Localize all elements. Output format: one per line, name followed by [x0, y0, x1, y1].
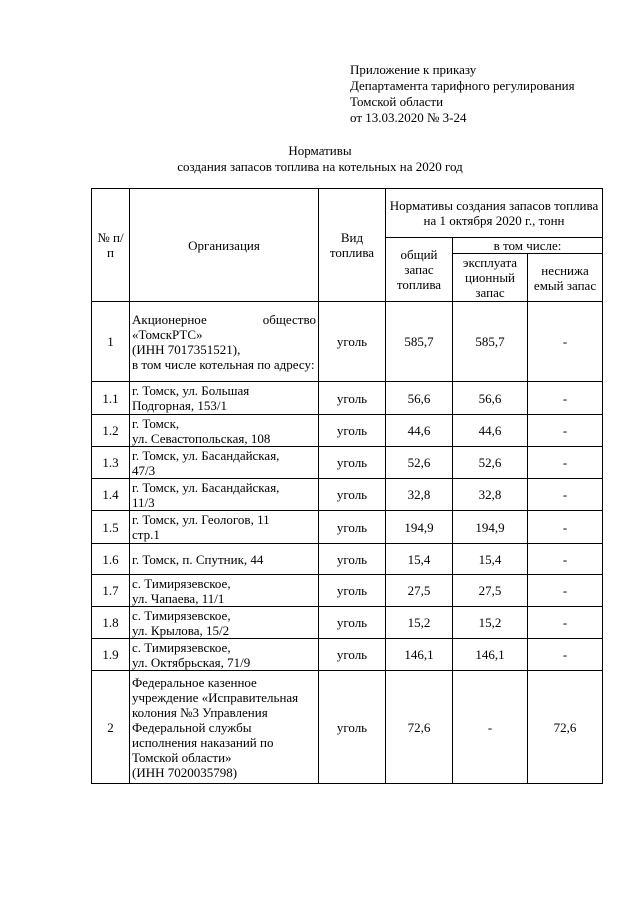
cell-reserve: - — [528, 382, 603, 415]
organization-line: г. Томск, — [132, 415, 180, 431]
cell-operational: 15,4 — [453, 544, 528, 575]
organization-line: исполнения наказаний по — [132, 734, 274, 750]
cell-reserve: - — [528, 415, 603, 447]
table-row — [92, 544, 603, 575]
organization-line: г. Томск, ул. Геологов, 11 — [132, 512, 270, 527]
header-norms: Нормативы создания запасов топлива на 1 октября 2020 г., тонн — [386, 189, 603, 238]
cell-reserve: 72,6 — [528, 671, 603, 784]
cell-total: 15,2 — [386, 607, 453, 639]
cell-organization — [130, 302, 319, 382]
table-row — [92, 479, 603, 511]
cell-organization — [130, 607, 319, 639]
cell-fuel: уголь — [319, 302, 386, 382]
cell-organization — [130, 382, 319, 415]
cell-operational: 27,5 — [453, 575, 528, 607]
cell-operational: 585,7 — [453, 302, 528, 382]
cell-num: 1.1 — [92, 382, 130, 415]
organization-line: г. Томск, ул. Большая — [132, 383, 250, 398]
organization-line: (ИНН 7017351521), — [132, 341, 241, 357]
organization-line: Федеральное казенное — [132, 674, 257, 690]
cell-total: 44,6 — [386, 415, 453, 447]
organization-line: ул. Крылова, 15/2 — [132, 622, 230, 638]
cell-num: 1.4 — [92, 479, 130, 511]
cell-organization — [130, 575, 319, 607]
cell-total: 585,7 — [386, 302, 453, 382]
cell-reserve: - — [528, 607, 603, 639]
cell-num: 1.2 — [92, 415, 130, 447]
cell-operational: - — [453, 671, 528, 784]
organization-line: 47/3 — [132, 462, 156, 478]
table-row — [92, 511, 603, 544]
table-row — [92, 447, 603, 479]
organization-line: учреждение «Исправительная — [132, 689, 299, 705]
table-row — [92, 415, 603, 447]
annex-line: Томской области — [350, 94, 444, 109]
organization-line: с. Тимирязевское, — [132, 639, 231, 655]
document-title — [0, 143, 640, 175]
cell-num: 1.7 — [92, 575, 130, 607]
cell-total: 32,8 — [386, 479, 453, 511]
header-org: Организация — [130, 189, 319, 302]
table-body — [92, 302, 603, 784]
cell-num: 1.9 — [92, 639, 130, 671]
cell-total: 194,9 — [386, 511, 453, 544]
annex-block — [350, 62, 575, 126]
cell-num: 1.5 — [92, 511, 130, 544]
organization-line: (ИНН 7020035798) — [132, 764, 238, 780]
cell-num: 1 — [92, 302, 130, 382]
cell-total: 146,1 — [386, 639, 453, 671]
cell-operational: 194,9 — [453, 511, 528, 544]
header-reserve: неснижа емый запас — [528, 254, 603, 302]
cell-num: 1.6 — [92, 544, 130, 575]
cell-reserve: - — [528, 479, 603, 511]
cell-operational: 15,2 — [453, 607, 528, 639]
cell-organization — [130, 544, 319, 575]
cell-reserve: - — [528, 544, 603, 575]
cell-fuel: уголь — [319, 511, 386, 544]
title-line-1: Нормативы — [288, 143, 352, 158]
header-including: в том числе: — [453, 238, 603, 254]
organization-line: г. Томск, ул. Басандайская, — [132, 447, 280, 463]
organization-line: с. Тимирязевское, — [132, 607, 231, 623]
cell-num: 1.8 — [92, 607, 130, 639]
title-line-2: создания запасов топлива на котельных на 2020 год — [177, 159, 463, 174]
cell-operational: 56,6 — [453, 382, 528, 415]
cell-num: 1.3 — [92, 447, 130, 479]
annex-line: Департамента тарифного регулирования — [350, 78, 575, 93]
header-total: общий запас топлива — [386, 238, 453, 302]
organization-line: Федеральной службы — [132, 719, 252, 735]
table-row — [92, 607, 603, 639]
cell-organization — [130, 415, 319, 447]
organization-line: колония №3 Управления — [132, 704, 268, 720]
organization-line: в том числе котельная по адресу: — [132, 356, 315, 372]
table-row — [92, 639, 603, 671]
organization-line: ул. Севастопольская, 108 — [132, 430, 271, 446]
cell-operational: 32,8 — [453, 479, 528, 511]
organization-line: Томской области» — [132, 749, 232, 765]
cell-fuel: уголь — [319, 607, 386, 639]
cell-total: 72,6 — [386, 671, 453, 784]
cell-fuel: уголь — [319, 415, 386, 447]
cell-reserve: - — [528, 639, 603, 671]
annex-line: Приложение к приказу — [350, 62, 477, 77]
cell-fuel: уголь — [319, 544, 386, 575]
organization-line: Акционерное общество «ТомскРТС» — [132, 311, 316, 342]
organization-line: ул. Чапаева, 11/1 — [132, 590, 225, 606]
cell-fuel: уголь — [319, 639, 386, 671]
organization-line: Подгорная, 153/1 — [132, 398, 227, 413]
cell-reserve: - — [528, 302, 603, 382]
cell-organization — [130, 639, 319, 671]
cell-total: 52,6 — [386, 447, 453, 479]
cell-reserve: - — [528, 575, 603, 607]
cell-fuel: уголь — [319, 479, 386, 511]
header-num: № п/п — [92, 189, 130, 302]
cell-total: 15,4 — [386, 544, 453, 575]
cell-reserve: - — [528, 447, 603, 479]
cell-fuel: уголь — [319, 447, 386, 479]
cell-fuel: уголь — [319, 382, 386, 415]
annex-line: от 13.03.2020 № 3-24 — [350, 110, 467, 125]
cell-total: 56,6 — [386, 382, 453, 415]
cell-fuel: уголь — [319, 575, 386, 607]
cell-total: 27,5 — [386, 575, 453, 607]
cell-operational: 44,6 — [453, 415, 528, 447]
table-row — [92, 302, 603, 382]
cell-organization — [130, 671, 319, 784]
organization-line: ул. Октябрьская, 71/9 — [132, 654, 251, 670]
cell-organization — [130, 447, 319, 479]
organization-line: 11/3 — [132, 494, 155, 510]
organization-line: г. Томск, ул. Басандайская, — [132, 479, 280, 495]
table-row — [92, 671, 603, 784]
cell-operational: 52,6 — [453, 447, 528, 479]
cell-organization — [130, 479, 319, 511]
header-operational: эксплуата ционный запас — [453, 254, 528, 302]
organization-line: стр.1 — [132, 527, 160, 542]
cell-num: 2 — [92, 671, 130, 784]
table-row — [92, 382, 603, 415]
norms-table — [91, 188, 603, 784]
table-row — [92, 575, 603, 607]
cell-fuel: уголь — [319, 671, 386, 784]
cell-reserve: - — [528, 511, 603, 544]
cell-organization — [130, 511, 319, 544]
organization-line: с. Тимирязевское, — [132, 575, 231, 591]
cell-operational: 146,1 — [453, 639, 528, 671]
organization-line: г. Томск, п. Спутник, 44 — [132, 551, 264, 567]
header-fuel: Вид топлива — [319, 189, 386, 302]
